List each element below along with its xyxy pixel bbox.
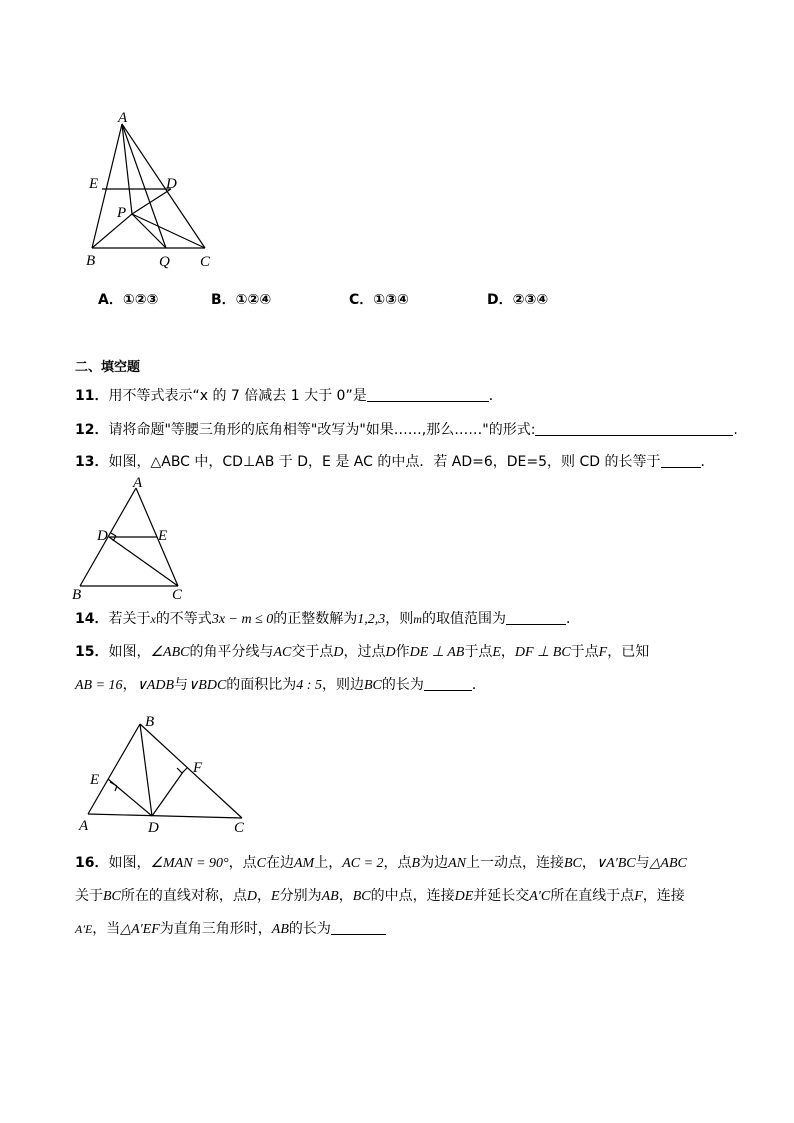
choice-a[interactable] <box>98 290 158 310</box>
q15-l2-a: ， <box>122 677 137 693</box>
q16-l2-h: 的中点，连接 <box>370 888 455 904</box>
figure-triangle-apq <box>80 108 230 278</box>
q16-tri-a-prime-ef: △A′EF <box>120 922 160 937</box>
q16-ab: AB <box>321 889 339 904</box>
q16-l3-ab: AB <box>271 922 289 937</box>
q13-end: ． <box>700 454 715 470</box>
q11-answer-blank[interactable] <box>367 387 489 402</box>
q15-l1-a: 如图， <box>108 644 151 660</box>
q13-text: 如图，△ABC 中，CD⊥AB 于 D，E 是 AC 的中点．若 AD=6，DE=5，则 CD 的长等于 <box>108 454 661 470</box>
q16-l1-j: ， <box>581 855 596 871</box>
q16-f: F <box>634 889 643 904</box>
q16-bc: BC <box>564 856 582 871</box>
choice-d[interactable] <box>487 290 548 310</box>
q15-tri-adb: ∨ADB <box>136 678 175 693</box>
label-C: C <box>172 587 183 603</box>
q12-text: 请将命题"等腰三角形的底角相等"改写为"如果……,那么……"的形式: <box>108 422 536 438</box>
q16-l3-a: ，当 <box>92 921 121 937</box>
q15-l2-b: 与 <box>174 677 189 693</box>
q14-mid3: ，则 <box>385 611 414 627</box>
q16-ac: AC = 2 <box>342 856 384 871</box>
q16-l2-k: ，连接 <box>642 888 685 904</box>
q14-var-x: x <box>150 612 156 626</box>
q15-end: ． <box>471 677 486 693</box>
question-16-line-3 <box>75 919 386 940</box>
q16-an: AN <box>448 856 466 871</box>
label-A: A <box>118 110 128 126</box>
label-F: F <box>193 760 203 776</box>
label-A: A <box>133 475 143 491</box>
q16-l2-f: 分别为 <box>279 888 322 904</box>
q15-l1-g: 作 <box>395 644 410 660</box>
figure-triangle-bisector <box>74 710 258 836</box>
q13-number: 13． <box>75 454 109 470</box>
question-15-line-1 <box>75 642 649 663</box>
q16-tri-abc: △ABC <box>649 856 687 871</box>
q15-ab: AB = 16 <box>75 678 123 693</box>
label-E: E <box>158 528 168 544</box>
q15-l2-e: 的长为 <box>381 677 424 693</box>
choice-b[interactable] <box>211 290 271 310</box>
q15-tri-bdc: ∨BDC <box>188 678 227 693</box>
q15-df-perp: DF ⊥ BC <box>514 645 571 660</box>
question-16-line-1 <box>75 853 687 874</box>
q14-pre: 若关于 <box>108 611 151 627</box>
choice-b-letter: B． <box>211 292 236 308</box>
q16-l1-e: 上， <box>314 855 343 871</box>
label-E: E <box>89 176 99 192</box>
q16-a-prime-c: A′C <box>529 889 551 904</box>
q16-l1-a: 如图， <box>108 855 151 871</box>
label-C: C <box>234 820 245 836</box>
q16-l3-c: 的长为 <box>288 921 331 937</box>
q14-solutions: 1,2,3 <box>357 612 386 627</box>
q16-a-prime-e: A′E <box>75 922 93 936</box>
choice-d-letter: D． <box>487 292 513 308</box>
q16-b: B <box>411 856 421 871</box>
label-P: P <box>117 205 127 221</box>
label-C: C <box>200 254 211 270</box>
q16-angle: ∠MAN = 90° <box>150 856 229 871</box>
q14-answer-blank[interactable] <box>506 610 566 625</box>
label-B: B <box>145 714 155 730</box>
q12-end: . <box>733 422 738 438</box>
question-12 <box>75 420 738 440</box>
q15-l2-d: ，则边 <box>321 677 364 693</box>
q16-e: E <box>271 889 280 904</box>
q14-mid2: 的正整数解为 <box>273 611 358 627</box>
choice-c[interactable] <box>349 290 409 310</box>
figure-triangle-abc-de <box>66 474 196 606</box>
section-title: 二、填空题 <box>75 360 141 375</box>
q16-l2-i: 并延长交 <box>473 888 530 904</box>
q14-number: 14． <box>75 611 109 627</box>
q15-l1-m: ，已知 <box>607 644 650 660</box>
q11-end: ． <box>488 388 503 404</box>
q15-e: E <box>492 645 501 660</box>
q15-l1-e: ，过点 <box>343 644 386 660</box>
label-A: A <box>79 818 89 834</box>
q15-l1-j: ， <box>500 644 515 660</box>
q12-answer-blank[interactable] <box>535 421 733 436</box>
q16-l1-b: ，点 <box>228 855 257 871</box>
q15-answer-blank[interactable] <box>424 676 472 691</box>
q16-number: 16． <box>75 855 109 871</box>
q16-d: D <box>246 889 258 904</box>
q15-l2-c: 的面积比为 <box>226 677 297 693</box>
q15-l1-b: 的角平分线与 <box>189 644 274 660</box>
q15-number: 15． <box>75 644 109 660</box>
q15-f: F <box>598 645 608 660</box>
q16-l3-b: 为直角三角形时， <box>159 921 272 937</box>
q14-var-m: m <box>413 612 422 626</box>
label-D: D <box>166 176 177 192</box>
q15-de-perp: DE ⊥ AB <box>409 645 465 660</box>
q15-angle: ∠ABC <box>150 645 190 660</box>
q16-l2-b: 所在的直线对称，点 <box>120 888 247 904</box>
q15-l1-h: 于点 <box>464 644 493 660</box>
q16-l1-h: 为边 <box>420 855 449 871</box>
q16-c: C <box>256 856 266 871</box>
choice-d-value: ②③④ <box>512 292 549 308</box>
choice-a-value: ①②③ <box>122 292 159 308</box>
question-15-line-2 <box>75 675 486 696</box>
choice-b-value: ①②④ <box>235 292 272 308</box>
question-11 <box>75 386 503 406</box>
q14-mid: 的不等式 <box>155 611 212 627</box>
q16-l1-i: 上一动点，连接 <box>466 855 564 871</box>
q16-l2-g: ， <box>338 888 353 904</box>
q16-tri-a-prime-bc: ∨A′BC <box>595 856 636 871</box>
q15-l1-k: 于点 <box>570 644 599 660</box>
label-B: B <box>72 587 82 603</box>
label-Q: Q <box>159 254 170 270</box>
choice-c-value: ①③④ <box>373 292 409 308</box>
choice-a-letter: A． <box>98 292 123 308</box>
q12-number: 12． <box>75 422 109 438</box>
q15-l1-c: 交于点 <box>291 644 334 660</box>
q16-l1-d: 在边 <box>265 855 294 871</box>
q15-d: D <box>333 645 344 660</box>
label-D: D <box>97 528 108 544</box>
q16-l2-a: 关于 <box>75 888 103 904</box>
q16-de: DE <box>454 889 474 904</box>
q15-bc: BC <box>363 678 382 693</box>
q16-l1-k: 与 <box>635 855 650 871</box>
q11-text: 用不等式表示“x 的 7 倍减去 1 大于 0”是 <box>108 388 367 404</box>
q14-post: 的取值范围为 <box>421 611 506 627</box>
q16-l2-j: 所在直线于点 <box>550 888 635 904</box>
question-16-line-2 <box>75 886 685 907</box>
label-E: E <box>90 772 100 788</box>
q14-end: ． <box>565 611 580 627</box>
q16-answer-blank[interactable] <box>331 920 386 935</box>
q15-ac: AC <box>273 645 292 660</box>
q16-l2-c: ， <box>257 888 272 904</box>
q14-inequality: 3x − m ≤ 0 <box>211 612 274 627</box>
q15-ratio: 4 : 5 <box>296 678 322 693</box>
q11-number: 11． <box>75 388 109 404</box>
label-D: D <box>148 820 159 836</box>
q16-l1-f: ，点 <box>383 855 412 871</box>
q16-bc2: BC <box>352 889 371 904</box>
label-B: B <box>86 253 96 269</box>
q16-l2-bc: BC <box>103 889 121 904</box>
q16-am: AM <box>293 856 315 871</box>
question-13 <box>75 452 715 472</box>
choice-c-letter: C． <box>349 292 374 308</box>
q15-d2: D <box>385 645 396 660</box>
question-14 <box>75 609 580 630</box>
q13-answer-blank[interactable] <box>661 453 701 468</box>
